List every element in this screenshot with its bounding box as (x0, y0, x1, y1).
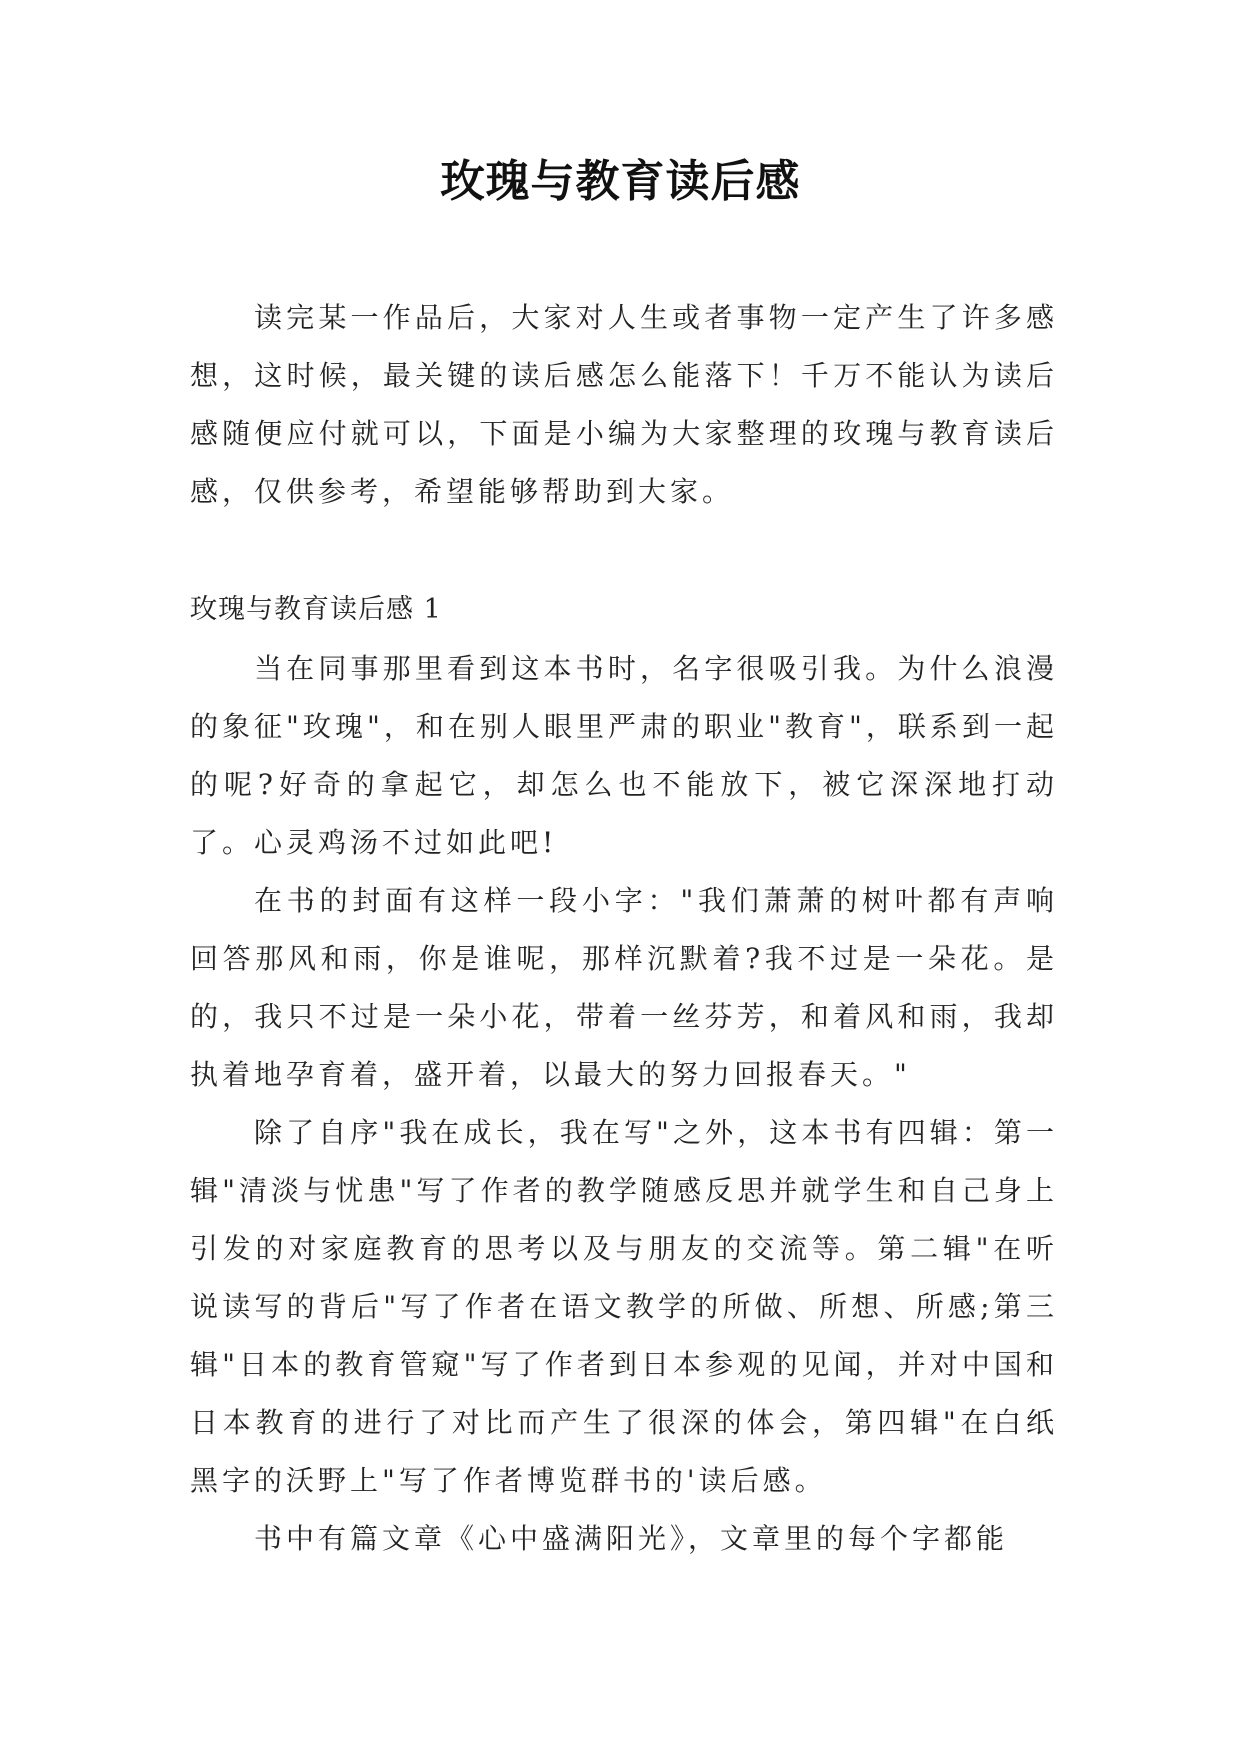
section-heading: 玫瑰与教育读后感 1 (190, 594, 442, 625)
body-paragraph-1: 当在同事那里看到这本书时，名字很吸引我。为什么浪漫的象征"玫瑰"，和在别人眼里严肃的职业"教育"，联系到一起的呢?好奇的拿起它，却怎么也不能放下，被它深深地打动了。心灵鸡汤不过如此吧! (190, 652, 1058, 859)
intro-block (190, 289, 1058, 521)
body-paragraph-3: 除了自序"我在成长，我在写"之外，这本书有四辑：第一辑"清淡与忧患"写了作者的教学随感反思并就学生和自己身上引发的对家庭教育的思考以及与朋友的交流等。第二辑"在听说读写的背后"写了作者在语文教学的所做、所想、所感;第三辑"日本的教育管窥"写了作者到日本参观的见闻，并对中国和日本教育的进行了对比而产生了很深的体会，第四辑"在白纸黑字的沃野上"写了作者博览群书的'读后感。 (190, 1116, 1058, 1497)
body-paragraph-4: 书中有篇文章《心中盛满阳光》，文章里的每个字都能 (254, 1522, 1009, 1555)
intro-paragraph: 读完某一作品后，大家对人生或者事物一定产生了许多感想，这时候，最关键的读后感怎么能落下！千万不能认为读后感随便应付就可以，下面是小编为大家整理的玫瑰与教育读后感，仅供参考，希望能够帮助到大家。 (190, 301, 1058, 508)
document-title: 玫瑰与教育读后感 (440, 156, 801, 207)
section-1 (190, 580, 1058, 1568)
body-paragraph-2: 在书的封面有这样一段小字："我们萧萧的树叶都有声响回答那风和雨，你是谁呢，那样沉默着?我不过是一朵花。是的，我只不过是一朵小花，带着一丝芬芳，和着风和雨，我却执着地孕育着，盛开着，以最大的努力回报春天。" (190, 884, 1058, 1091)
